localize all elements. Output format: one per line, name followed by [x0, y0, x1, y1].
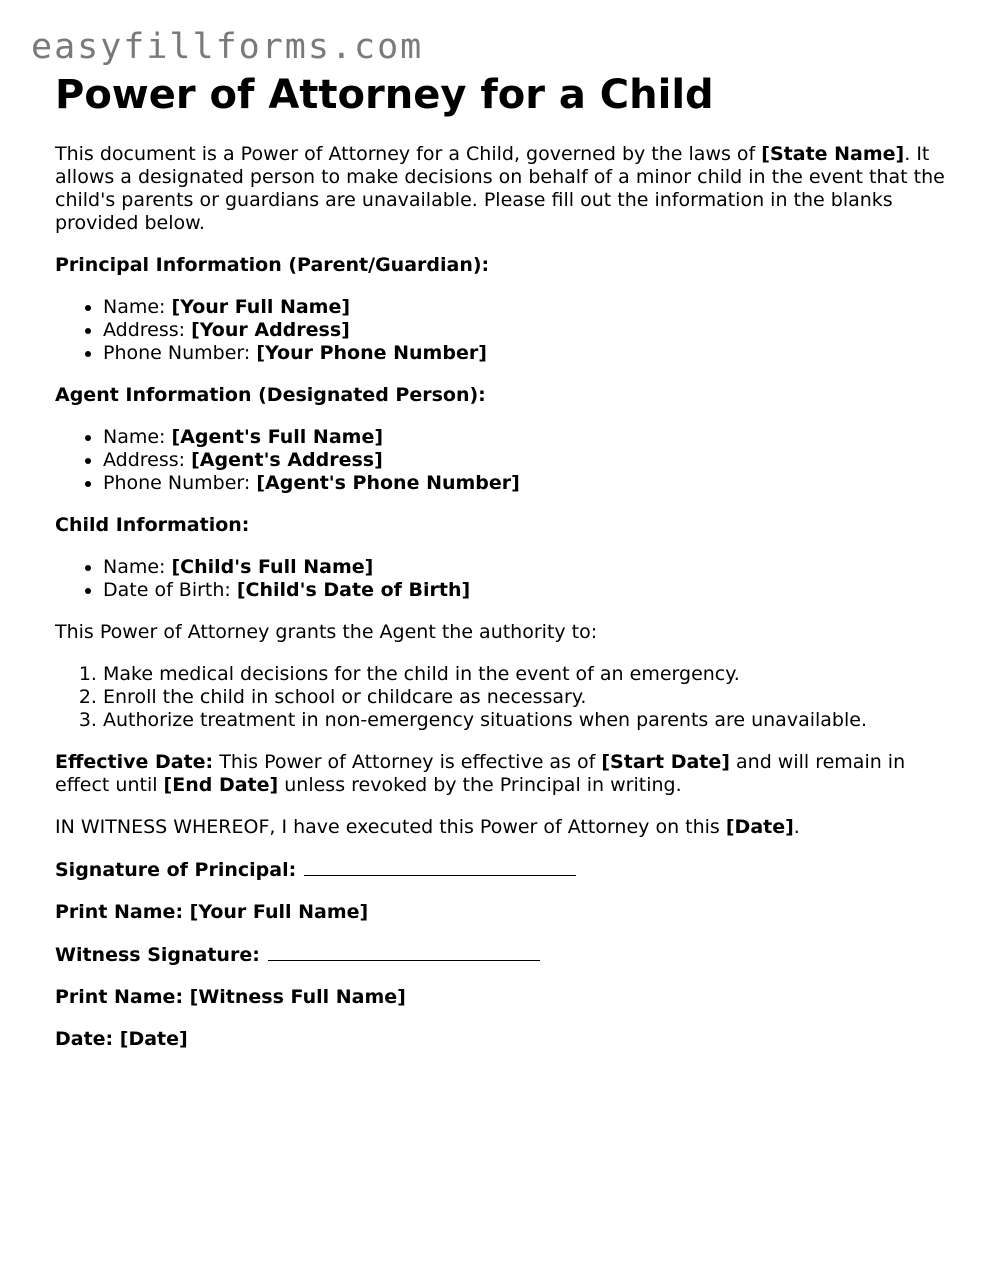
agent-list: [55, 426, 945, 495]
child-list: [55, 556, 945, 602]
list-item: 3. Authorize treatment in non-emergency situations when parents are unavailable.: [103, 709, 945, 732]
intro-text-before: This document is a Power of Attorney for a Child, governed by the laws of: [55, 143, 762, 165]
list-item: • Address: [Your Address]: [103, 319, 945, 342]
effective-date-paragraph: Effective Date: This Power of Attorney is effective as of [Start Date] and will remain in effect until [End Date] unless revoked by the Principal in writing.: [55, 751, 906, 796]
list-item: • Name: [Child's Full Name]: [103, 556, 945, 579]
authority-intro: This Power of Attorney grants the Agent the authority to:: [55, 621, 598, 643]
agent-heading: Agent Information (Designated Person):: [55, 384, 486, 406]
witness-date-placeholder: [Date]: [725, 816, 794, 838]
list-item: • Name: [Your Full Name]: [103, 296, 945, 319]
witness-paragraph: IN WITNESS WHEREOF, I have executed this Power of Attorney on this [Date].: [55, 816, 800, 838]
state-name-placeholder: [State Name]: [761, 143, 905, 165]
child-heading: Child Information:: [55, 514, 250, 536]
principal-list: [55, 296, 945, 365]
list-item: • Address: [Agent's Address]: [103, 449, 945, 472]
principal-signature-line: Signature of Principal:: [55, 858, 945, 882]
witness-signature-field[interactable]: [268, 943, 540, 961]
list-item: • Phone Number: [Agent's Phone Number]: [103, 472, 945, 495]
page-title: Power of Attorney for a Child: [55, 72, 714, 118]
intro-text-after: . It allows a designated person to make decisions on behalf of a minor child in the event that the child's parents or guardians are unavailable. Please fill out the information in the blanks provided below.: [55, 143, 945, 234]
witness-signature-line: Witness Signature:: [55, 943, 945, 967]
watermark: easyfillforms.com: [31, 27, 424, 67]
document-body: [55, 72, 945, 1051]
start-date-placeholder: [Start Date]: [601, 751, 730, 773]
principal-signature-field[interactable]: [304, 858, 576, 876]
principal-print-name: Print Name: [Your Full Name]: [55, 901, 369, 923]
intro-paragraph: [55, 143, 945, 235]
principal-heading: Principal Information (Parent/Guardian):: [55, 254, 490, 276]
list-item: • Phone Number: [Your Phone Number]: [103, 342, 945, 365]
signature-date: Date: [Date]: [55, 1028, 188, 1050]
witness-print-name: Print Name: [Witness Full Name]: [55, 986, 406, 1008]
effective-date-label: Effective Date:: [55, 751, 214, 773]
list-item: • Date of Birth: [Child's Date of Birth]: [103, 579, 945, 602]
end-date-placeholder: [End Date]: [163, 774, 279, 796]
list-item: • Name: [Agent's Full Name]: [103, 426, 945, 449]
list-item: 1. Make medical decisions for the child in the event of an emergency.: [103, 663, 945, 686]
list-item: 2. Enroll the child in school or childcare as necessary.: [103, 686, 945, 709]
authority-list: [55, 663, 945, 732]
